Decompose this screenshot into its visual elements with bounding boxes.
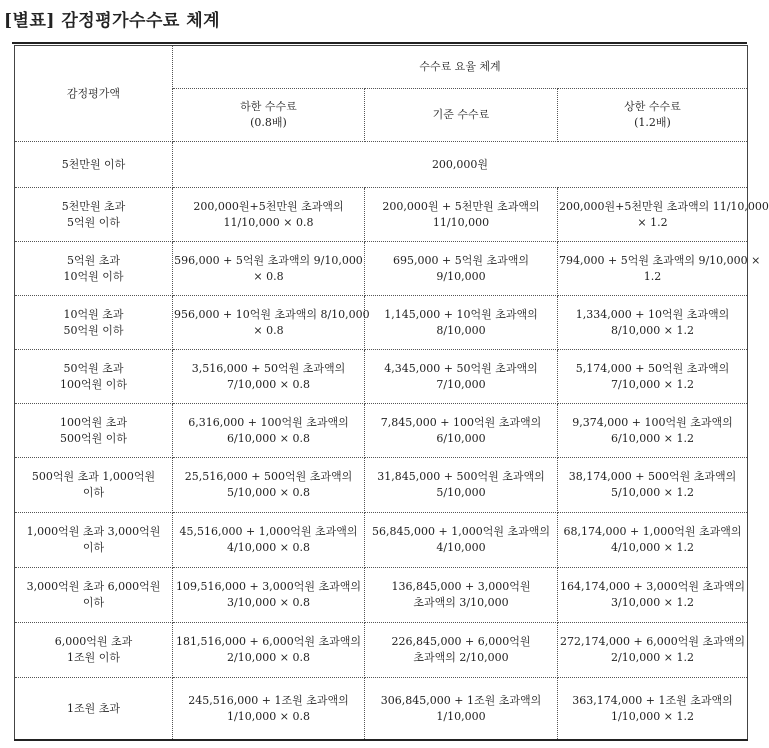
- lower-fee-cell: [173, 404, 365, 458]
- upper-fee-cell-line: 8/10,000 × 1.2: [611, 323, 694, 337]
- lower-fee-cell: [173, 568, 365, 623]
- fee-row-label-line: 50억원 이하: [63, 323, 124, 337]
- fee-row: [15, 513, 748, 568]
- lower-fee-cell-line: 200,000원+5천만원 초과액의: [193, 199, 344, 213]
- fee-row: [15, 404, 748, 458]
- flat-fee-row-label-line: 5천만원 이하: [61, 157, 126, 171]
- fee-row-label: [15, 350, 173, 404]
- lower-fee-cell-line: 956,000 + 10억원 초과액의 8/10,000: [174, 307, 370, 321]
- lower-fee-cell-line: 245,516,000 + 1조원 초과액의: [188, 693, 349, 707]
- lower-fee-cell-line: 5/10,000 × 0.8: [227, 486, 310, 499]
- table-top-rule: [12, 42, 747, 44]
- fee-group-header-text: 수수료 요율 체계: [419, 60, 501, 73]
- fee-row-label-line: 이하: [82, 541, 105, 554]
- lower-fee-cell: [173, 188, 365, 242]
- fee-row: [15, 458, 748, 513]
- upper-fee-cell-line: 7/10,000 × 1.2: [611, 377, 694, 391]
- upper-fee-cell-line: 794,000 + 5억원 초과액의 9/10,000 ×: [559, 253, 761, 267]
- lower-fee-cell-line: 1/10,000 × 0.8: [227, 709, 310, 723]
- upper-fee-cell: [558, 350, 748, 404]
- base-fee-cell: [365, 404, 558, 458]
- fee-table-body: [15, 46, 769, 741]
- lower-fee-cell-line: 109,516,000 + 3,000억원 초과액의: [176, 580, 361, 593]
- base-fee-cell-line: 1,145,000 + 10억원 초과액의: [384, 307, 538, 321]
- fee-row: [15, 242, 748, 296]
- upper-fee-cell-line: 272,174,000 + 6,000억원 초과액의: [560, 635, 745, 648]
- fee-row-label-line: 5천만원 초과: [61, 199, 126, 213]
- lower-fee-cell-line: 6/10,000 × 0.8: [227, 431, 310, 445]
- fee-row-label-line: 100억원 이하: [60, 377, 127, 391]
- upper-fee-cell: [558, 678, 748, 741]
- base-fee-cell: [365, 678, 558, 741]
- upper-fee-cell-line: 1.2: [643, 269, 662, 283]
- upper-fee-cell: [558, 296, 748, 350]
- base-fee-cell-line: 200,000원 + 5천만원 초과액의: [382, 199, 540, 213]
- fee-row-label-line: 10억원 초과: [63, 307, 124, 321]
- fee-row-label: [15, 404, 173, 458]
- base-fee-cell-line: 56,845,000 + 1,000억원 초과액의: [372, 525, 550, 538]
- document-title: [별표] 감정평가수수료 체계: [4, 11, 221, 31]
- upper-fee-cell: [558, 513, 748, 568]
- fee-row-label-line: 500억원 초과 1,000억원: [31, 470, 156, 483]
- upper-fee-cell-line: 363,174,000 + 1조원 초과액의: [572, 693, 733, 707]
- upper-fee-cell-line: 3/10,000 × 1.2: [611, 596, 694, 609]
- lower-fee-cell: [173, 678, 365, 741]
- lower-fee-cell-line: × 0.8: [253, 323, 284, 337]
- upper-fee-cell-line: 164,174,000 + 3,000억원 초과액의: [560, 580, 745, 593]
- upper-fee-header-line: (1.2배): [634, 116, 671, 129]
- fee-row-label-line: 1조원 이하: [67, 651, 120, 664]
- fee-row-label-line: 500억원 이하: [60, 431, 127, 445]
- lower-fee-cell-line: 596,000 + 5억원 초과액의 9/10,000: [174, 253, 363, 267]
- fee-row-label-line: 10억원 이하: [63, 269, 124, 283]
- lower-fee-cell: [173, 350, 365, 404]
- fee-row-label-line: 5억원 이하: [67, 215, 120, 229]
- base-fee-cell: [365, 296, 558, 350]
- base-fee-cell: [365, 188, 558, 242]
- lower-fee-header: [173, 89, 365, 142]
- fee-group-header: [173, 46, 748, 89]
- base-fee-cell-line: 4,345,000 + 50억원 초과액의: [384, 361, 538, 375]
- upper-fee-header: [558, 89, 748, 142]
- lower-fee-cell-line: 181,516,000 + 6,000억원 초과액의: [176, 635, 361, 648]
- lower-fee-cell-line: 2/10,000 × 0.8: [227, 651, 310, 664]
- fee-row-label-line: 5억원 초과: [67, 253, 120, 267]
- upper-fee-cell-line: 38,174,000 + 500억원 초과액의: [568, 470, 737, 483]
- upper-fee-cell-line: 5,174,000 + 50억원 초과액의: [575, 361, 730, 375]
- lower-fee-cell: [173, 458, 365, 513]
- flat-fee-row-label: [15, 142, 173, 188]
- flat-fee-value: [173, 142, 748, 188]
- base-fee-cell: [365, 350, 558, 404]
- fee-row: [15, 296, 748, 350]
- upper-fee-cell: [558, 188, 769, 242]
- fee-row-label-line: 1조원 초과: [67, 701, 120, 715]
- base-fee-cell-line: 306,845,000 + 1조원 초과액의: [380, 693, 542, 707]
- lower-fee-cell: [173, 242, 365, 296]
- fee-row: [15, 678, 748, 741]
- base-fee-header: [365, 89, 558, 142]
- fee-row-label: [15, 242, 173, 296]
- upper-fee-cell-line: 200,000원+5천만원 초과액의 11/10,000: [559, 199, 769, 213]
- base-fee-cell-line: 6/10,000: [436, 431, 486, 445]
- base-fee-cell-line: 5/10,000: [436, 486, 486, 499]
- lower-fee-cell-line: 3,516,000 + 50억원 초과액의: [191, 361, 346, 375]
- lower-fee-cell-line: 4/10,000 × 0.8: [227, 541, 310, 554]
- base-fee-cell: [365, 623, 558, 678]
- fee-table: [14, 45, 769, 741]
- base-fee-cell: [365, 513, 558, 568]
- fee-row-label-line: 3,000억원 초과 6,000억원: [26, 580, 161, 593]
- upper-fee-cell: [558, 404, 748, 458]
- fee-row-label: [15, 513, 173, 568]
- lower-fee-header-line: (0.8배): [250, 116, 287, 129]
- fee-row-label-line: 1,000억원 초과 3,000억원: [26, 525, 161, 538]
- upper-fee-cell-line: 5/10,000 × 1.2: [611, 486, 694, 499]
- lower-fee-cell-line: 7/10,000 × 0.8: [227, 377, 310, 391]
- fee-row-label: [15, 678, 173, 741]
- base-fee-cell-line: 8/10,000: [436, 323, 486, 337]
- base-fee-cell-line: 31,845,000 + 500억원 초과액의: [377, 470, 545, 483]
- flat-fee-row: [15, 142, 748, 188]
- header-row-group: [15, 46, 748, 89]
- fee-row: [15, 350, 748, 404]
- upper-fee-cell-line: 68,174,000 + 1,000억원 초과액의: [563, 525, 742, 538]
- base-fee-cell-line: 초과액의 3/10,000: [413, 596, 509, 609]
- upper-fee-cell-line: 1/10,000 × 1.2: [611, 709, 694, 723]
- base-fee-cell-line: 695,000 + 5억원 초과액의: [393, 253, 529, 267]
- fee-row-label: [15, 568, 173, 623]
- base-fee-cell-line: 7,845,000 + 100억원 초과액의: [380, 415, 542, 429]
- fee-row-label-line: 100억원 초과: [60, 415, 127, 429]
- base-fee-cell-line: 11/10,000: [432, 215, 490, 229]
- base-fee-cell: [365, 458, 558, 513]
- base-fee-cell-line: 1/10,000: [436, 709, 486, 723]
- lower-fee-cell: [173, 623, 365, 678]
- fee-row: [15, 568, 748, 623]
- fee-row-label-line: 이하: [82, 486, 105, 499]
- upper-fee-cell: [558, 458, 748, 513]
- lower-fee-cell: [173, 513, 365, 568]
- upper-fee-cell: [558, 568, 748, 623]
- base-fee-cell: [365, 242, 558, 296]
- upper-fee-cell-line: 6/10,000 × 1.2: [611, 431, 694, 445]
- lower-fee-cell-line: 25,516,000 + 500억원 초과액의: [184, 470, 353, 483]
- lower-fee-cell-line: 11/10,000 × 0.8: [223, 215, 314, 229]
- base-fee-cell-line: 9/10,000: [436, 269, 486, 283]
- fee-row-label: [15, 458, 173, 513]
- flat-fee-value-text: 200,000원: [431, 157, 489, 171]
- upper-fee-header-line: 상한 수수료: [624, 100, 681, 113]
- upper-fee-cell: [558, 623, 748, 678]
- label-column-header: [15, 46, 173, 142]
- lower-fee-header-line: 하한 수수료: [240, 100, 297, 113]
- lower-fee-cell-line: 3/10,000 × 0.8: [227, 596, 310, 609]
- fee-row: [15, 188, 748, 242]
- fee-row-label: [15, 296, 173, 350]
- lower-fee-cell: [173, 296, 370, 350]
- upper-fee-cell-line: × 1.2: [637, 215, 668, 229]
- upper-fee-cell-line: 2/10,000 × 1.2: [611, 651, 694, 664]
- fee-row-label-line: 이하: [82, 596, 105, 609]
- lower-fee-cell-line: × 0.8: [253, 269, 284, 283]
- upper-fee-cell-line: 4/10,000 × 1.2: [611, 541, 694, 554]
- base-fee-cell-line: 226,845,000 + 6,000억원: [391, 635, 531, 648]
- label-column-header-text: 감정평가액: [66, 86, 121, 100]
- lower-fee-cell-line: 6,316,000 + 100억원 초과액의: [188, 415, 349, 429]
- upper-fee-cell-line: 9,374,000 + 100억원 초과액의: [572, 415, 733, 429]
- base-fee-cell: [365, 568, 558, 623]
- fee-row-label: [15, 623, 173, 678]
- base-fee-cell-line: 4/10,000: [436, 541, 486, 554]
- lower-fee-cell-line: 45,516,000 + 1,000억원 초과액의: [179, 525, 358, 538]
- base-fee-cell-line: 136,845,000 + 3,000억원: [391, 580, 531, 593]
- fee-row-label: [15, 188, 173, 242]
- fee-row-label-line: 50억원 초과: [63, 361, 124, 375]
- base-fee-cell-line: 초과액의 2/10,000: [413, 651, 509, 664]
- base-fee-cell-line: 7/10,000: [436, 377, 486, 391]
- upper-fee-cell: [558, 242, 761, 296]
- upper-fee-cell-line: 1,334,000 + 10억원 초과액의: [575, 307, 730, 321]
- fee-row-label-line: 6,000억원 초과: [54, 635, 133, 648]
- fee-row: [15, 623, 748, 678]
- base-fee-header-line: 기준 수수료: [432, 108, 490, 121]
